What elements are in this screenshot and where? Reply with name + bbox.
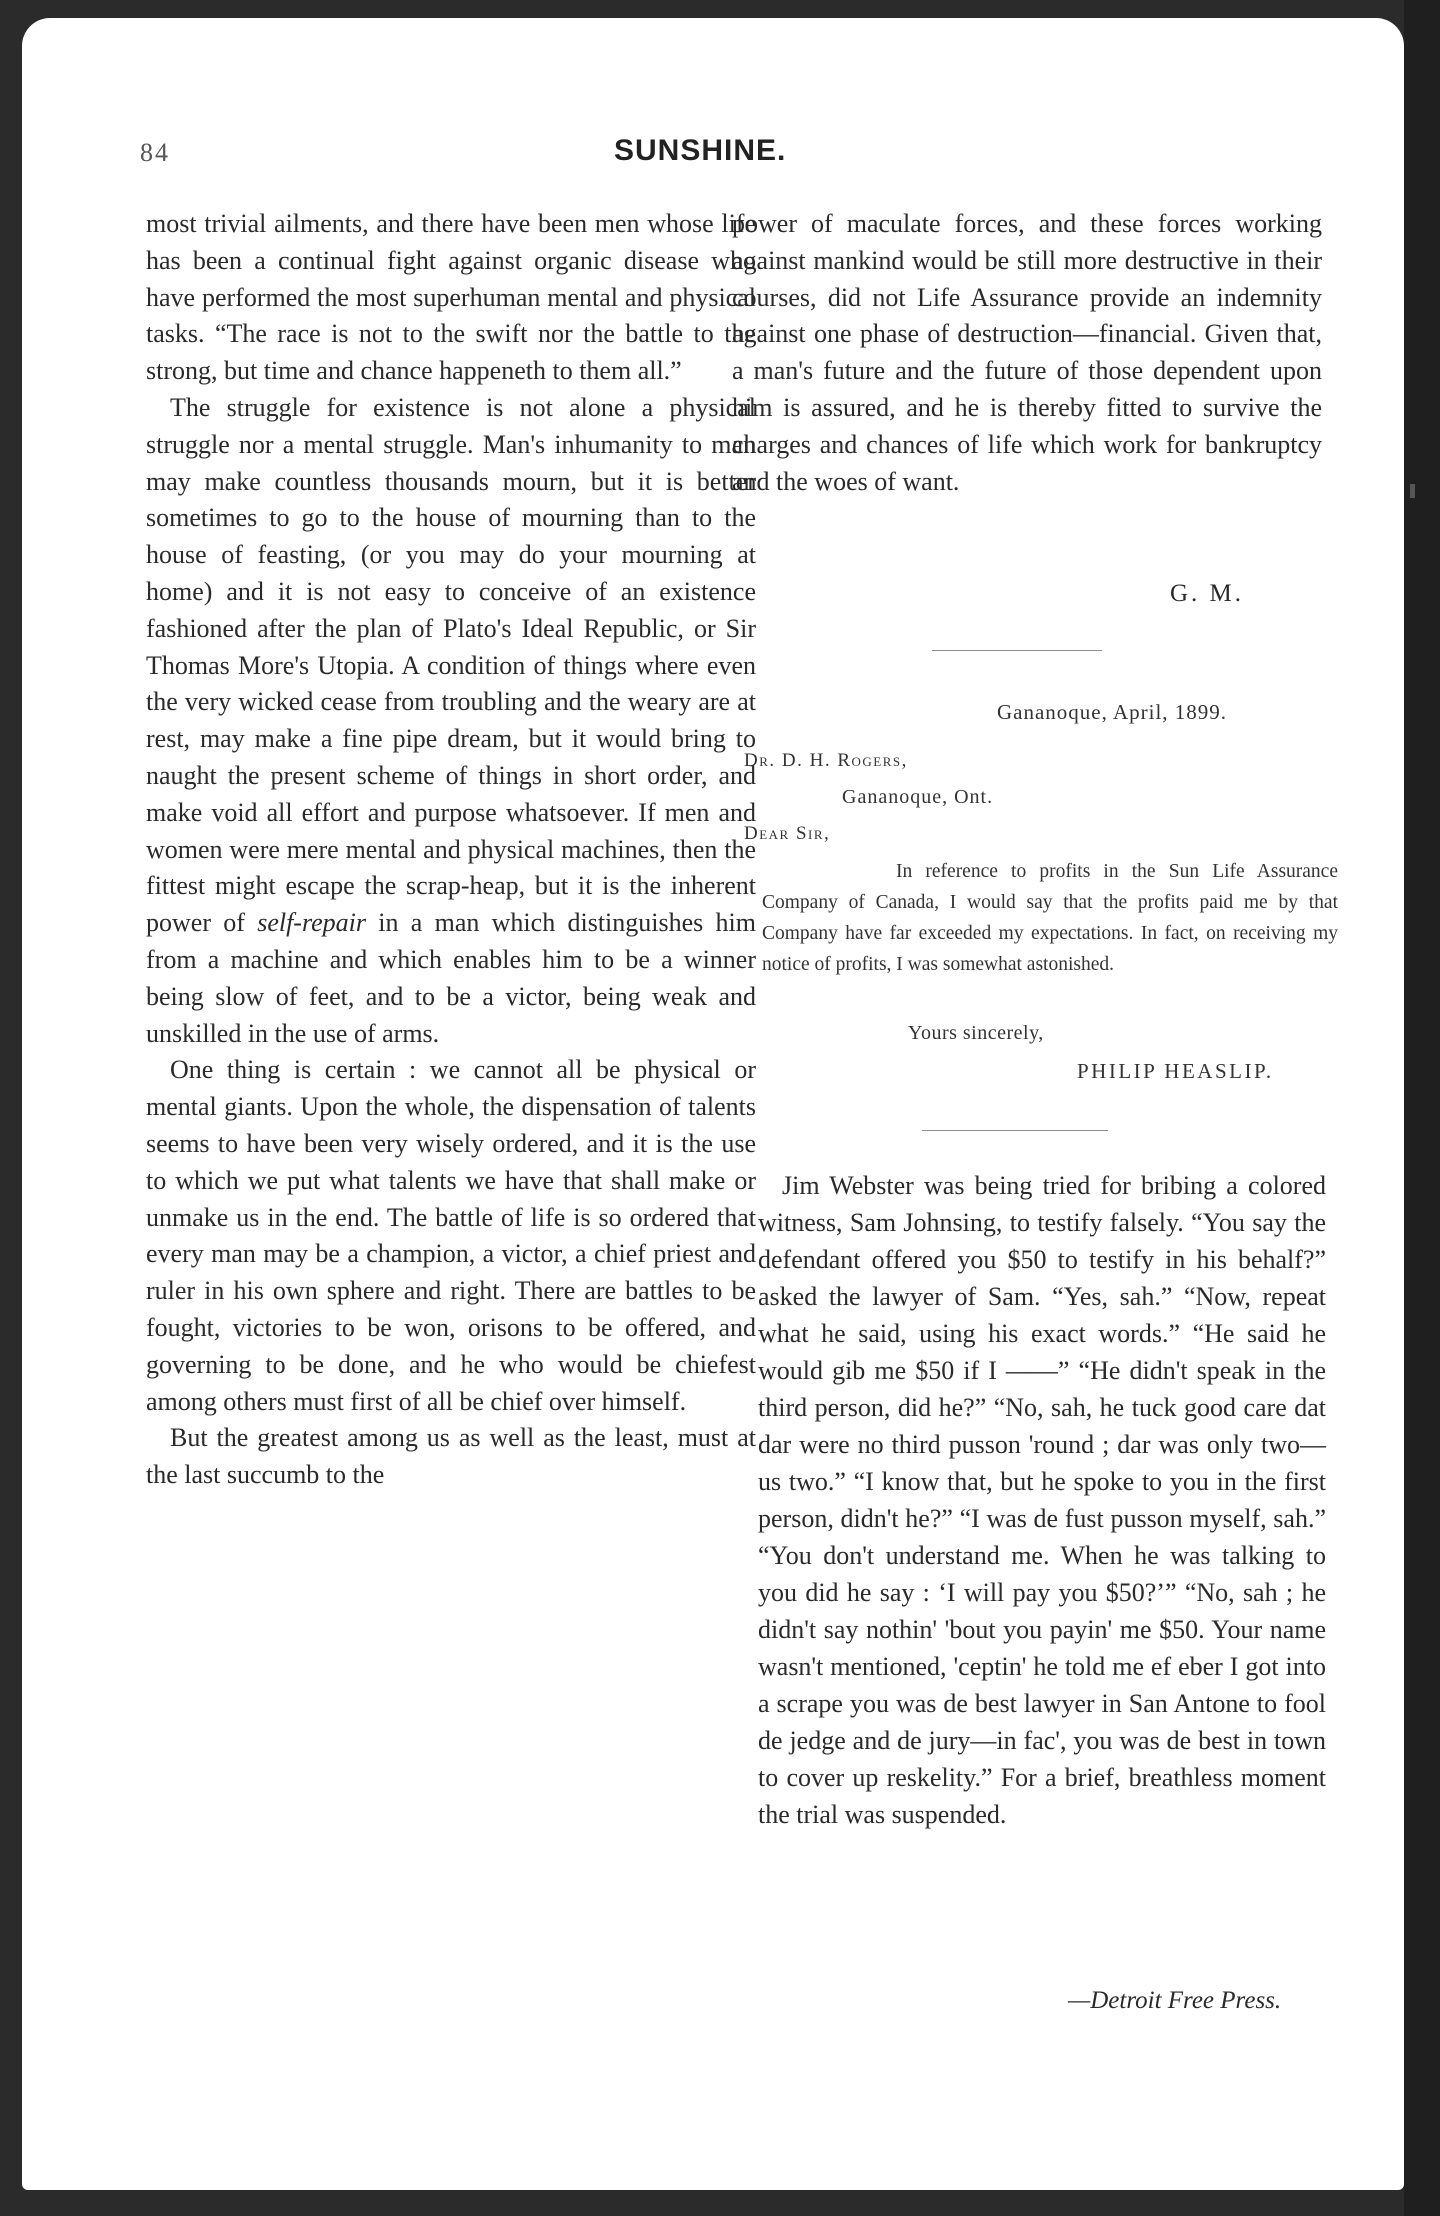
letter-town: Gananoque, Ont. (842, 786, 994, 808)
paragraph-text: The struggle for existence is not alone a physical struggle nor a mental struggle. Man's inhumanity to man may make countless thousands mourn, but it is better sometimes to go to the house of mourning than to the house of feasting, (or you may do your mourning at home) and it is not easy to conceive of an existence fashioned after the plan of Plato's Ideal Republic, or Sir Thomas More's Utopia. A condition of things where even the very wicked cease from troubling and the weary are at rest, may make a fine pipe dream, but it would bring to naught the present scheme of things in short order, and make void all effort and purpose whatsoever. If men and women were mere mental and physical machines, then the fittest might escape the scrap-heap, but it is the inherent power of (146, 392, 756, 938)
letter-paragraph: In reference to profits in the Sun Life Assurance Company of Canada, I would say that the profits paid me by that Company have far exceeded my expectations. In fact, on receiving my notice of profits, I was somewhat astonished. (762, 861, 1338, 975)
source-attribution: —Detroit Free Press. (1068, 1987, 1282, 2014)
document-page (22, 18, 1404, 2190)
scan-mark (1410, 484, 1415, 498)
paragraph: But the greatest among us as well as the least, must at the last succumb to the (146, 1423, 756, 1490)
section-divider (922, 1130, 1108, 1131)
paragraph: Jim Webster was being tried for bribing a colored witness, Sam Johnsing, to testify falsely. “You say the defendant offered you $50 to testify in his behalf?” asked the lawyer of Sam. “Yes, sah.” “Now, repeat what he said, using his exact words.” “He said he would gib me $50 if I ——” “He didn't speak in the third person, did he?” “No, sah, he tuck good care dat dar were no third pusson 'round ; dar was only two—us two.” “I know that, but he spoke to you in the first person, didn't he?” “I was de fust pusson myself, sah.” “You don't understand me. When he was talking to you did he say : ‘I will pay you $50?’” “No, sah ; he didn't say nothin' 'bout you payin' me $50. Your name wasn't mentioned, 'ceptin' he told me ef eber I got into a scrape you was de best lawyer in San Antone to fool de jedge and de jury—in fac', you was de best in town to cover up reskelity.” For a brief, breathless moment the trial was suspended. (758, 1171, 1326, 1829)
right-column (732, 206, 1322, 500)
emphasis-text: self-repair (257, 908, 367, 938)
letter-signature: PHILIP HEASLIP. (1077, 1059, 1274, 1083)
letter-closing: Yours sincerely, (908, 1022, 1044, 1044)
author-initials: G. M. (1170, 580, 1245, 607)
paragraph: One thing is certain : we cannot all be physical or mental giants. Upon the whole, the dispensation of talents seems to have been very wisely ordered, and it is the use to which we put what talents we have that shall make or unmake us in the end. The battle of life is so ordered that every man may be a champion, a victor, a chief priest and ruler in his own sphere and right. There are battles to be fought, victories to be won, orisons to be offered, and governing to be done, and he who would be chiefest among others must first of all be chief over himself. (146, 1055, 756, 1416)
scan-background (1404, 0, 1440, 2216)
letter-dateline: Gananoque, April, 1899. (997, 700, 1228, 724)
paragraph (146, 390, 756, 1052)
anecdote-column (758, 1167, 1326, 1833)
page-header (22, 130, 1404, 180)
paragraph: power of maculate forces, and these forces working against mankind would be still more destructive in their courses, did not Life Assurance provide an indemnity against one phase of destruction—financial. Given that, a man's future and the future of those dependent upon him is assured, and he is thereby fitted to survive the charges and chances of life which work for bankruptcy and the woes of want. (732, 209, 1322, 496)
paragraph-text: in a man which distinguishes him from a machine and which enables him to be a winner being slow of feet, and to be a victor, being weak and unskilled in the use of arms. (146, 908, 756, 1048)
section-divider (932, 650, 1102, 651)
letter-salutation: Dear Sir, (744, 823, 831, 844)
letter-addressee: Dr. D. H. Rogers, (744, 750, 908, 771)
left-column (146, 206, 756, 1494)
letter-body (762, 856, 1338, 980)
running-title: SUNSHINE. (614, 134, 787, 167)
paragraph: most trivial ailments, and there have been men whose life has been a continual fight against organic disease who have performed the most superhuman mental and physical tasks. “The race is not to the swift nor the battle to the strong, but time and chance happeneth to them all.” (146, 209, 756, 386)
page-number: 84 (140, 138, 170, 167)
